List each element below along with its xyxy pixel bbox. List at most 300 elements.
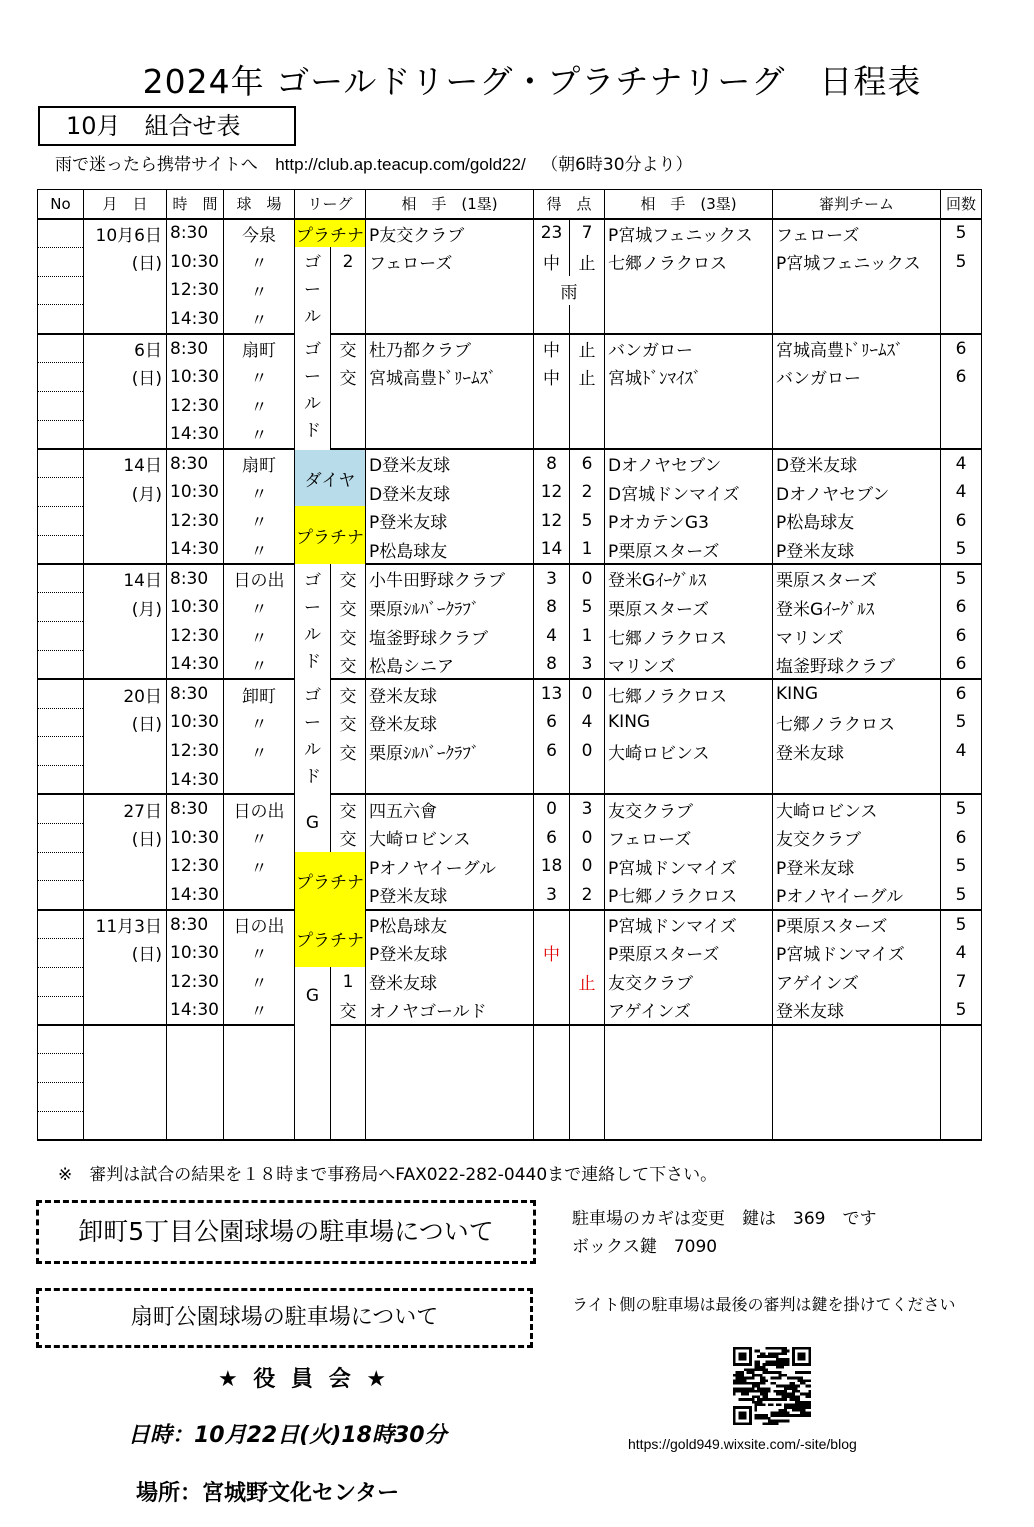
date-empty — [84, 622, 167, 651]
table-row — [38, 362, 982, 391]
umpire-team: P宮城フェニックス — [773, 247, 941, 276]
match-field: 〃 — [224, 535, 295, 564]
blank-cell — [224, 1025, 295, 1054]
row-number — [38, 535, 84, 564]
row-number — [38, 910, 84, 939]
team-first-base: P友交クラブ — [366, 219, 534, 248]
score-first-base: 8 — [534, 593, 570, 622]
umpire-team: Dオノヤセブン — [773, 478, 941, 507]
league-label: ゴ ー ル — [295, 247, 331, 333]
match-date: 10月6日 — [84, 219, 167, 248]
team-third-base: P宮城フェニックス — [605, 219, 773, 248]
table-row — [38, 622, 982, 651]
header-time: 時 間 — [167, 190, 224, 219]
table-row — [38, 679, 982, 708]
innings-count: 5 — [941, 881, 982, 910]
team-third-base: マリンズ — [605, 650, 773, 679]
league-label: プラチナ — [295, 506, 366, 564]
league-sub — [331, 766, 366, 795]
row-number — [38, 852, 84, 881]
table-row — [38, 794, 982, 823]
innings-count: 5 — [941, 794, 982, 823]
league-sub — [331, 305, 366, 334]
rain-note-time: （朝6時30分より） — [541, 155, 693, 175]
table-row — [38, 305, 982, 334]
team-first-base: P登米友球 — [366, 881, 534, 910]
blank-cell — [224, 1054, 295, 1083]
table-row — [38, 478, 982, 507]
meeting-date: 日時：10月22日(火)18時30分 — [128, 1423, 447, 1448]
match-day-of-week: (日) — [84, 247, 167, 276]
score-first-base: 中 — [534, 334, 570, 363]
score-first-base — [534, 391, 570, 420]
row-number — [38, 622, 84, 651]
match-time: 8:30 — [167, 449, 224, 478]
innings-count: 4 — [941, 449, 982, 478]
header-score: 得 点 — [534, 190, 605, 219]
score-first-base — [534, 967, 570, 996]
team-first-base — [366, 766, 534, 795]
league-sub: 交 — [331, 334, 366, 363]
table-row — [38, 852, 982, 881]
mobile-site-link[interactable]: http://club.ap.teacup.com/gold22/ — [275, 155, 526, 174]
match-time: 8:30 — [167, 564, 224, 593]
blank-cell — [534, 1111, 570, 1140]
team-first-base: 大崎ロビンス — [366, 823, 534, 852]
score-first-base: 12 — [534, 506, 570, 535]
league-sub: 交 — [331, 564, 366, 593]
match-time: 12:30 — [167, 622, 224, 651]
match-field: 卸町 — [224, 679, 295, 708]
umpire-team: バンガロー — [773, 362, 941, 391]
score-first-base: 4 — [534, 622, 570, 651]
umpire-team: アゲインズ — [773, 967, 941, 996]
row-number — [38, 794, 84, 823]
score-third-base: 0 — [570, 852, 605, 881]
table-row — [38, 996, 982, 1025]
score-third-base: 7 — [570, 219, 605, 248]
league-label: G — [295, 967, 331, 1025]
innings-count: 5 — [941, 852, 982, 881]
umpire-team: P登米友球 — [773, 535, 941, 564]
score-first-base — [534, 305, 570, 334]
team-third-base — [605, 276, 773, 305]
row-number — [38, 506, 84, 535]
league-sub: 交 — [331, 650, 366, 679]
match-time: 10:30 — [167, 823, 224, 852]
match-field: 扇町 — [224, 334, 295, 363]
team-first-base: フェローズ — [366, 247, 534, 276]
score-third-base: 止 — [570, 967, 605, 996]
team-third-base — [605, 391, 773, 420]
blank-cell — [38, 1054, 84, 1083]
meeting-place: 場所：宮城野文化センター — [136, 1481, 400, 1506]
league-label: プラチナ — [295, 219, 366, 248]
team-first-base: P登米友球 — [366, 506, 534, 535]
blank-cell — [366, 1111, 534, 1140]
match-day-of-week: (月) — [84, 478, 167, 507]
match-date: 6日 — [84, 334, 167, 363]
umpire-team — [773, 276, 941, 305]
match-field: 〃 — [224, 996, 295, 1025]
header-league: リーグ — [295, 190, 366, 219]
umpire-team: P栗原スターズ — [773, 910, 941, 939]
team-third-base: バンガロー — [605, 334, 773, 363]
score-third-base: 5 — [570, 506, 605, 535]
umpire-team: Pオノヤイーグル — [773, 881, 941, 910]
match-time: 14:30 — [167, 881, 224, 910]
score-first-base: 12 — [534, 478, 570, 507]
match-time: 10:30 — [167, 362, 224, 391]
match-time: 12:30 — [167, 737, 224, 766]
team-first-base: P登米友球 — [366, 938, 534, 967]
blank-row — [38, 1025, 982, 1054]
league-sub: 交 — [331, 622, 366, 651]
blank-cell — [570, 1054, 605, 1083]
innings-count: 6 — [941, 593, 982, 622]
blank-cell — [570, 1111, 605, 1140]
row-number — [38, 362, 84, 391]
league-sub: 1 — [331, 967, 366, 996]
match-day-of-week: (日) — [84, 362, 167, 391]
parking-notice-oroshimachi[interactable]: 卸町5丁目公園球場の駐車場について — [36, 1200, 536, 1264]
team-third-base: 七郷ノラクロス — [605, 679, 773, 708]
score-third-base: 0 — [570, 679, 605, 708]
score-first-base: 14 — [534, 535, 570, 564]
match-time: 10:30 — [167, 478, 224, 507]
score-third-base — [570, 766, 605, 795]
score-first-base — [534, 766, 570, 795]
table-row — [38, 766, 982, 795]
team-first-base: 四五六會 — [366, 794, 534, 823]
date-empty — [84, 881, 167, 910]
row-number — [38, 650, 84, 679]
match-field: 〃 — [224, 478, 295, 507]
blank-cell — [167, 1111, 224, 1140]
league-sub: 交 — [331, 737, 366, 766]
match-field: 〃 — [224, 823, 295, 852]
team-first-base: 宮城高豊ﾄﾞﾘｰﾑｽﾞ — [366, 362, 534, 391]
umpire-team: 大崎ロビンス — [773, 794, 941, 823]
umpire-team: P宮城ドンマイズ — [773, 938, 941, 967]
score-third-base — [570, 910, 605, 939]
rain-note-text: 雨で迷ったら携帯サイトへ — [55, 155, 258, 175]
match-field: 〃 — [224, 362, 295, 391]
score-third-base: 4 — [570, 708, 605, 737]
match-time: 8:30 — [167, 219, 224, 248]
row-number — [38, 708, 84, 737]
date-empty — [84, 506, 167, 535]
blank-cell — [331, 1111, 366, 1140]
score-first-base: 6 — [534, 823, 570, 852]
team-first-base: D登米友球 — [366, 449, 534, 478]
league-label: ゴ ー ル ド — [295, 564, 331, 679]
score-third-base: 6 — [570, 449, 605, 478]
score-third-base: 2 — [570, 478, 605, 507]
score-third-base: 1 — [570, 535, 605, 564]
blank-cell — [366, 1054, 534, 1083]
team-third-base: 七郷ノラクロス — [605, 247, 773, 276]
league-sub: 交 — [331, 362, 366, 391]
table-header-row — [38, 190, 982, 219]
innings-count: 6 — [941, 650, 982, 679]
umpire-team: マリンズ — [773, 622, 941, 651]
team-first-base: 栗原ｼﾙﾊﾞｰｸﾗﾌﾞ — [366, 737, 534, 766]
table-row — [38, 535, 982, 564]
qr-code-icon[interactable] — [733, 1347, 811, 1425]
league-label: ダイヤ — [295, 449, 366, 507]
blank-cell — [295, 1025, 331, 1054]
innings-count: 4 — [941, 938, 982, 967]
match-day-of-week: (日) — [84, 823, 167, 852]
match-field: 日の出 — [224, 910, 295, 939]
match-field: 〃 — [224, 305, 295, 334]
team-first-base: P松島球友 — [366, 535, 534, 564]
row-number — [38, 305, 84, 334]
header-rounds: 回数 — [941, 190, 982, 219]
blank-cell — [331, 1054, 366, 1083]
match-field: 〃 — [224, 247, 295, 276]
subtitle-box: 10月 組合せ表 — [38, 106, 296, 146]
umpire-team: 友交クラブ — [773, 823, 941, 852]
match-time: 14:30 — [167, 305, 224, 334]
score-first-base — [534, 996, 570, 1025]
blank-cell — [941, 1082, 982, 1111]
league-sub: 交 — [331, 708, 366, 737]
date-empty — [84, 535, 167, 564]
team-third-base: アゲインズ — [605, 996, 773, 1025]
team-first-base: 登米友球 — [366, 967, 534, 996]
match-time: 14:30 — [167, 650, 224, 679]
match-time: 10:30 — [167, 938, 224, 967]
innings-count — [941, 391, 982, 420]
blank-cell — [570, 1025, 605, 1054]
umpire-team: 栗原スターズ — [773, 564, 941, 593]
light-side-parking-note: ライト側の駐車場は最後の審判は鍵を掛けてください — [572, 1295, 956, 1314]
table-row — [38, 823, 982, 852]
date-empty — [84, 276, 167, 305]
score-third-base — [570, 996, 605, 1025]
league-sub: 交 — [331, 794, 366, 823]
league-sub: 2 — [331, 247, 366, 276]
team-first-base: P松島球友 — [366, 910, 534, 939]
header-field: 球 場 — [224, 190, 295, 219]
team-third-base: P宮城ドンマイズ — [605, 910, 773, 939]
row-number — [38, 247, 84, 276]
team-first-base: 杜乃都クラブ — [366, 334, 534, 363]
blank-cell — [773, 1082, 941, 1111]
team-third-base: 七郷ノラクロス — [605, 622, 773, 651]
blank-cell — [941, 1025, 982, 1054]
blank-cell — [295, 1082, 331, 1111]
row-number — [38, 766, 84, 795]
innings-count: 5 — [941, 247, 982, 276]
umpire-team: 塩釜野球クラブ — [773, 650, 941, 679]
header-date: 月 日 — [84, 190, 167, 219]
score-third-base: 3 — [570, 650, 605, 679]
league-sub: 交 — [331, 996, 366, 1025]
match-time: 14:30 — [167, 766, 224, 795]
parking-key-line: 駐車場のカギは変更 鍵は 369 です — [572, 1209, 877, 1229]
umpire-team — [773, 391, 941, 420]
match-field: 〃 — [224, 593, 295, 622]
match-time: 14:30 — [167, 996, 224, 1025]
score-third-base: 3 — [570, 794, 605, 823]
match-field: 〃 — [224, 391, 295, 420]
blank-cell — [224, 1082, 295, 1111]
blank-cell — [534, 1025, 570, 1054]
blank-cell — [605, 1082, 773, 1111]
header-no: No — [38, 190, 84, 219]
score-note: 雨 — [534, 276, 605, 305]
team-first-base: 塩釜野球クラブ — [366, 622, 534, 651]
blank-cell — [605, 1025, 773, 1054]
innings-count: 5 — [941, 910, 982, 939]
rain-note — [55, 150, 693, 175]
innings-count — [941, 305, 982, 334]
team-first-base: 登米友球 — [366, 679, 534, 708]
score-third-base: 2 — [570, 881, 605, 910]
match-time: 12:30 — [167, 967, 224, 996]
match-time: 12:30 — [167, 276, 224, 305]
blank-cell — [331, 1025, 366, 1054]
table-row — [38, 449, 982, 478]
team-third-base: D宮城ドンマイズ — [605, 478, 773, 507]
table-row — [38, 593, 982, 622]
team-first-base — [366, 305, 534, 334]
team-third-base: P七郷ノラクロス — [605, 881, 773, 910]
blank-cell — [534, 1082, 570, 1111]
score-first-base: 0 — [534, 794, 570, 823]
team-third-base: P宮城ドンマイズ — [605, 852, 773, 881]
row-number — [38, 564, 84, 593]
blank-row — [38, 1111, 982, 1140]
blank-cell — [941, 1054, 982, 1083]
match-field: 〃 — [224, 650, 295, 679]
team-first-base: オノヤゴールド — [366, 996, 534, 1025]
umpire-team: 宮城高豊ﾄﾞﾘｰﾑｽﾞ — [773, 334, 941, 363]
header-umpire: 審判チーム — [773, 190, 941, 219]
blank-row — [38, 1054, 982, 1083]
team-first-base: Pオノヤイーグル — [366, 852, 534, 881]
match-time: 10:30 — [167, 708, 224, 737]
team-third-base: 友交クラブ — [605, 967, 773, 996]
match-time: 8:30 — [167, 794, 224, 823]
innings-count: 5 — [941, 535, 982, 564]
score-third-base: 0 — [570, 564, 605, 593]
league-label: プラチナ — [295, 910, 366, 968]
match-field: 〃 — [224, 506, 295, 535]
league-label: ゴ ー ル ド — [295, 679, 331, 794]
date-empty — [84, 420, 167, 449]
league-sub: 交 — [331, 823, 366, 852]
table-row — [38, 334, 982, 363]
blank-cell — [605, 1111, 773, 1140]
footnote: ※ 審判は試合の結果を１８時まで事務局へFAX022-282-0440まで連絡して下さい。 — [58, 1165, 718, 1185]
blank-cell — [84, 1111, 167, 1140]
team-third-base — [605, 305, 773, 334]
blank-cell — [84, 1082, 167, 1111]
table-row — [38, 938, 982, 967]
table-row — [38, 391, 982, 420]
team-third-base: 宮城ﾄﾞﾝﾏｲｽﾞ — [605, 362, 773, 391]
umpire-team: P登米友球 — [773, 852, 941, 881]
row-number — [38, 996, 84, 1025]
blank-cell — [84, 1054, 167, 1083]
match-field: 〃 — [224, 737, 295, 766]
blank-cell — [773, 1111, 941, 1140]
box-key-line: ボックス鍵 7090 — [572, 1237, 718, 1257]
match-field: 〃 — [224, 967, 295, 996]
match-time: 10:30 — [167, 247, 224, 276]
blank-cell — [295, 1054, 331, 1083]
team-third-base: 友交クラブ — [605, 794, 773, 823]
umpire-team: D登米友球 — [773, 449, 941, 478]
team-first-base: 小牛田野球クラブ — [366, 564, 534, 593]
score-first-base — [534, 910, 570, 939]
innings-count: 4 — [941, 737, 982, 766]
team-third-base: 登米Gｲｰｸﾞﾙｽ — [605, 564, 773, 593]
blank-cell — [84, 1025, 167, 1054]
qr-url[interactable]: https://gold949.wixsite.com/-site/blog — [628, 1436, 857, 1452]
score-first-base: 中 — [534, 247, 570, 276]
score-first-base: 23 — [534, 219, 570, 248]
umpire-team: 登米Gｲｰｸﾞﾙｽ — [773, 593, 941, 622]
date-empty — [84, 305, 167, 334]
match-time: 8:30 — [167, 334, 224, 363]
blank-cell — [773, 1054, 941, 1083]
match-time: 12:30 — [167, 852, 224, 881]
blank-cell — [331, 1082, 366, 1111]
score-third-base: 1 — [570, 622, 605, 651]
team-third-base: 大崎ロビンス — [605, 737, 773, 766]
table-row — [38, 219, 982, 248]
blank-cell — [366, 1025, 534, 1054]
league-sub: 交 — [331, 679, 366, 708]
innings-count — [941, 276, 982, 305]
match-field: 〃 — [224, 938, 295, 967]
blank-cell — [534, 1054, 570, 1083]
table-row — [38, 650, 982, 679]
innings-count: 6 — [941, 506, 982, 535]
blank-cell — [167, 1025, 224, 1054]
meeting-title: ★ 役 員 会 ★ — [218, 1367, 391, 1392]
match-field: 〃 — [224, 420, 295, 449]
innings-count: 6 — [941, 823, 982, 852]
score-third-base — [570, 305, 605, 334]
row-number — [38, 679, 84, 708]
league-sub — [331, 276, 366, 305]
team-first-base — [366, 276, 534, 305]
team-third-base — [605, 420, 773, 449]
innings-count: 6 — [941, 622, 982, 651]
parking-notice-ogimachi[interactable]: 扇町公園球場の駐車場について — [36, 1288, 533, 1348]
team-third-base: Dオノヤセブン — [605, 449, 773, 478]
umpire-team: P松島球友 — [773, 506, 941, 535]
match-field: 今泉 — [224, 219, 295, 248]
score-first-base — [534, 420, 570, 449]
row-number — [38, 276, 84, 305]
umpire-team: KING — [773, 679, 941, 708]
header-team1: 相 手 (1塁) — [366, 190, 534, 219]
team-third-base: P栗原スターズ — [605, 535, 773, 564]
row-number — [38, 967, 84, 996]
page-title: 2024年 ゴールドリーグ・プラチナリーグ 日程表 — [142, 62, 922, 101]
score-third-base: 0 — [570, 823, 605, 852]
table-row — [38, 276, 982, 305]
table-row — [38, 967, 982, 996]
row-number — [38, 391, 84, 420]
